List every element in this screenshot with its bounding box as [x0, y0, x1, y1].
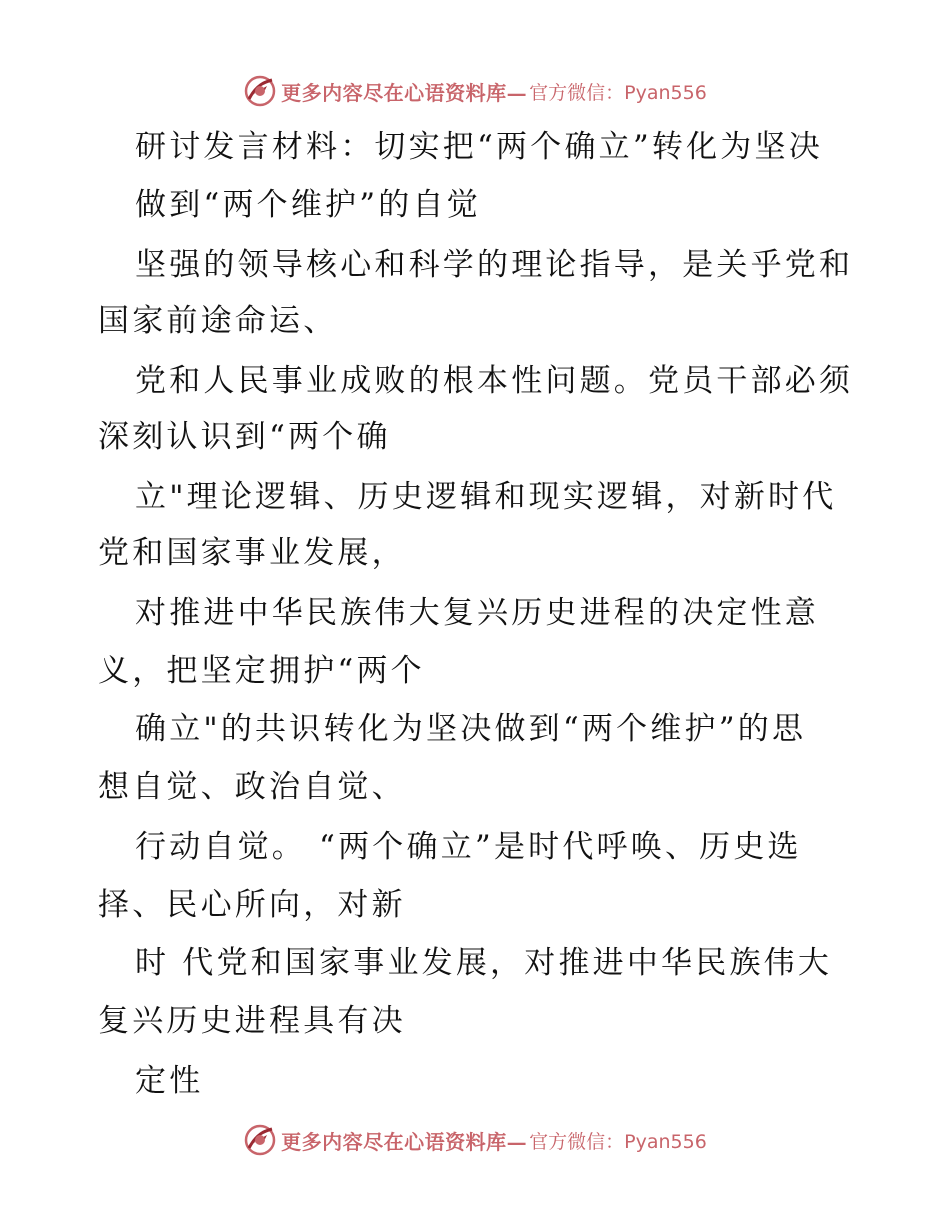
text-line: 义，把坚定拥护“两个	[98, 653, 425, 689]
text-line: 立"理论逻辑、历史逻辑和现实逻辑，对新时代	[135, 479, 837, 515]
text-line: 对推进中华民族伟大复兴历史进程的决定性意	[135, 595, 819, 631]
text-line: 研讨发言材料：切实把“两个确立”转化为坚决	[135, 129, 823, 165]
text-line: 择、民心所向，对新	[98, 887, 406, 923]
header-banner	[0, 71, 950, 111]
text-line: 定性	[135, 1063, 204, 1099]
banner-wechat: 官方微信：Pyan556	[529, 81, 707, 104]
text-line: 深刻认识到“两个确	[98, 419, 391, 455]
banner-text: 更多内容尽在心语资料库—	[281, 80, 528, 105]
pen-logo-icon	[243, 74, 277, 108]
text-line: 想自觉、政治自觉、	[98, 769, 406, 805]
text-line: 党和人民事业成败的根本性问题。党员干部必须	[135, 363, 854, 399]
text-line: 党和国家事业发展，	[98, 535, 406, 571]
footer-banner	[0, 1120, 950, 1160]
text-line: 国家前途命运、	[98, 303, 338, 339]
text-line: 行动自觉。 “两个确立”是时代呼唤、历史选	[135, 829, 802, 865]
pen-logo-icon	[243, 1123, 277, 1157]
text-line: 做到“两个维护”的自觉	[135, 187, 481, 223]
text-line: 确立"的共识转化为坚决做到“两个维护”的思	[135, 711, 807, 747]
banner-wechat: 官方微信：Pyan556	[529, 1130, 707, 1153]
text-line: 时 代党和国家事业发展，对推进中华民族伟大	[135, 945, 833, 981]
banner-text: 更多内容尽在心语资料库—	[281, 1129, 528, 1154]
text-line: 复兴历史进程具有决	[98, 1003, 406, 1039]
text-line: 坚强的领导核心和科学的理论指导，是关乎党和	[135, 247, 854, 283]
